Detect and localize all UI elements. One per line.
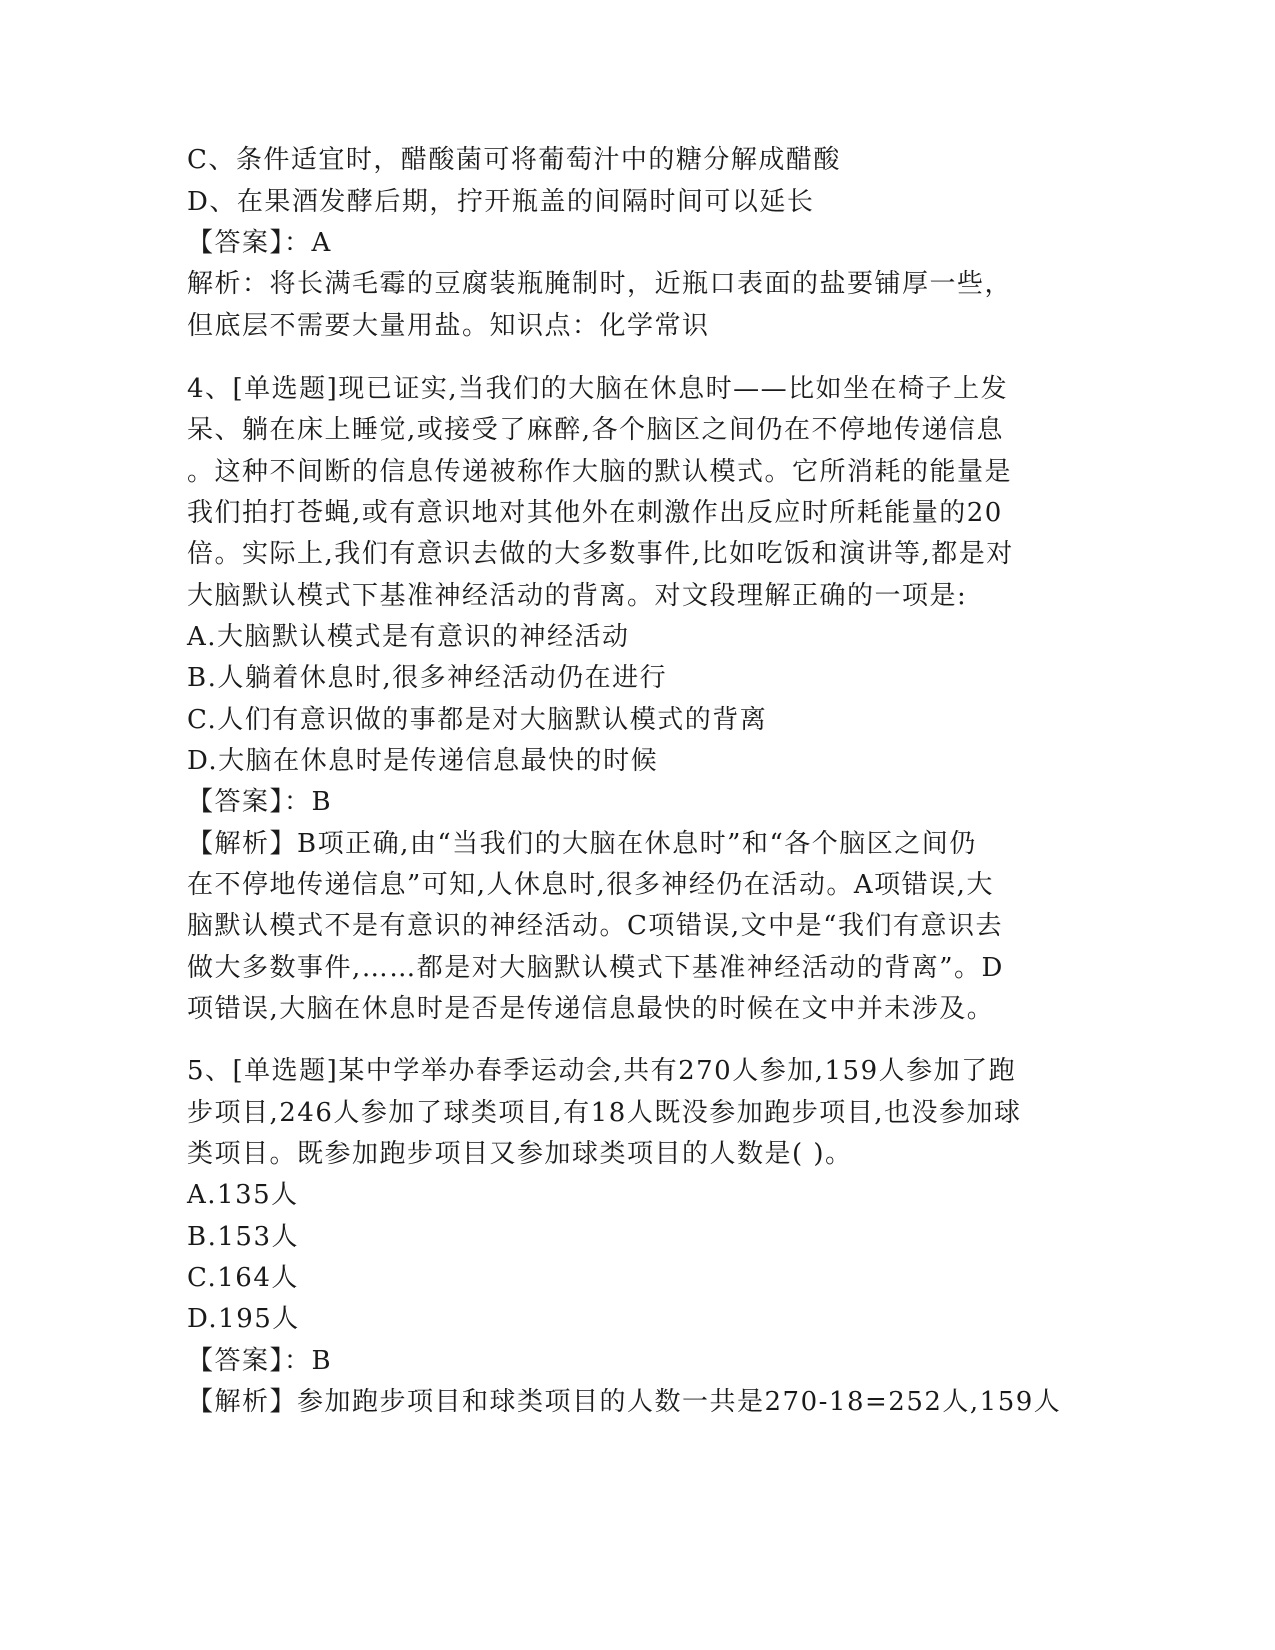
q3-option-c: C、条件适宜时，醋酸菌可将葡萄汁中的糖分解成醋酸 (187, 145, 841, 175)
q4-stem-line: 4、[单选题]现已证实,当我们的大脑在休息时——比如坐在椅子上发 (187, 374, 1009, 404)
q5-stem-line: 类项目。既参加跑步项目又参加球类项目的人数是( )。 (187, 1139, 853, 1169)
q3-option-d: D、在果酒发酵后期，拧开瓶盖的间隔时间可以延长 (187, 187, 815, 217)
q4-explanation-line: 【解析】B项正确,由“当我们的大脑在休息时”和“各个脑区之间仍 (187, 829, 977, 859)
q4-option-a: A.大脑默认模式是有意识的神经活动 (187, 622, 630, 652)
q4-explanation-line: 项错误,大脑在休息时是否是传递信息最快的时候在文中并未涉及。 (187, 994, 995, 1024)
q4-option-c: C.人们有意识做的事都是对大脑默认模式的背离 (187, 705, 768, 735)
q4-explanation-line: 脑默认模式不是有意识的神经活动。C项错误,文中是“我们有意识去 (187, 911, 1003, 941)
q5-option-a: A.135人 (187, 1180, 299, 1210)
q4-explanation-line: 做大多数事件,……都是对大脑默认模式下基准神经活动的背离”。D (187, 953, 1004, 983)
q5-stem-line: 步项目,246人参加了球类项目,有18人既没参加跑步项目,也没参加球 (187, 1098, 1022, 1128)
q5-stem-line: 5、[单选题]某中学举办春季运动会,共有270人参加,159人参加了跑 (187, 1056, 1017, 1086)
q3-explanation-line: 解析：将长满毛霉的豆腐装瓶腌制时，近瓶口表面的盐要铺厚一些， (187, 269, 1013, 299)
q5-option-c: C.164人 (187, 1263, 299, 1293)
q4-option-b: B.人躺着休息时,很多神经活动仍在进行 (187, 663, 668, 693)
q5-option-b: B.153人 (187, 1222, 299, 1252)
q3-answer: 【答案】：A (187, 228, 332, 258)
q4-explanation-line: 在不停地传递信息”可知,人休息时,很多神经仍在活动。A项错误,大 (187, 870, 994, 900)
q4-stem-line: 呆、躺在床上睡觉,或接受了麻醉,各个脑区之间仍在不停地传递信息 (187, 415, 1005, 445)
q4-answer: 【答案】：B (187, 787, 333, 817)
q4-stem-line: 我们拍打苍蝇,或有意识地对其他外在刺激作出反应时所耗能量的20 (187, 498, 1003, 528)
q4-option-d: D.大脑在休息时是传递信息最快的时候 (187, 746, 659, 776)
q4-stem-line: 倍。实际上,我们有意识去做的大多数事件,比如吃饭和演讲等,都是对 (187, 539, 1014, 569)
q5-option-d: D.195人 (187, 1304, 300, 1334)
q4-stem-line: 大脑默认模式下基准神经活动的背离。对文段理解正确的一项是: (187, 581, 968, 611)
q5-explanation-line: 【解析】参加跑步项目和球类项目的人数一共是270-18=252人,159人 (187, 1387, 1062, 1417)
q4-stem-line: 。这种不间断的信息传递被称作大脑的默认模式。它所消耗的能量是 (187, 457, 1013, 487)
q5-answer: 【答案】：B (187, 1346, 333, 1376)
q3-explanation-line: 但底层不需要大量用盐。知识点：化学常识 (187, 311, 710, 341)
